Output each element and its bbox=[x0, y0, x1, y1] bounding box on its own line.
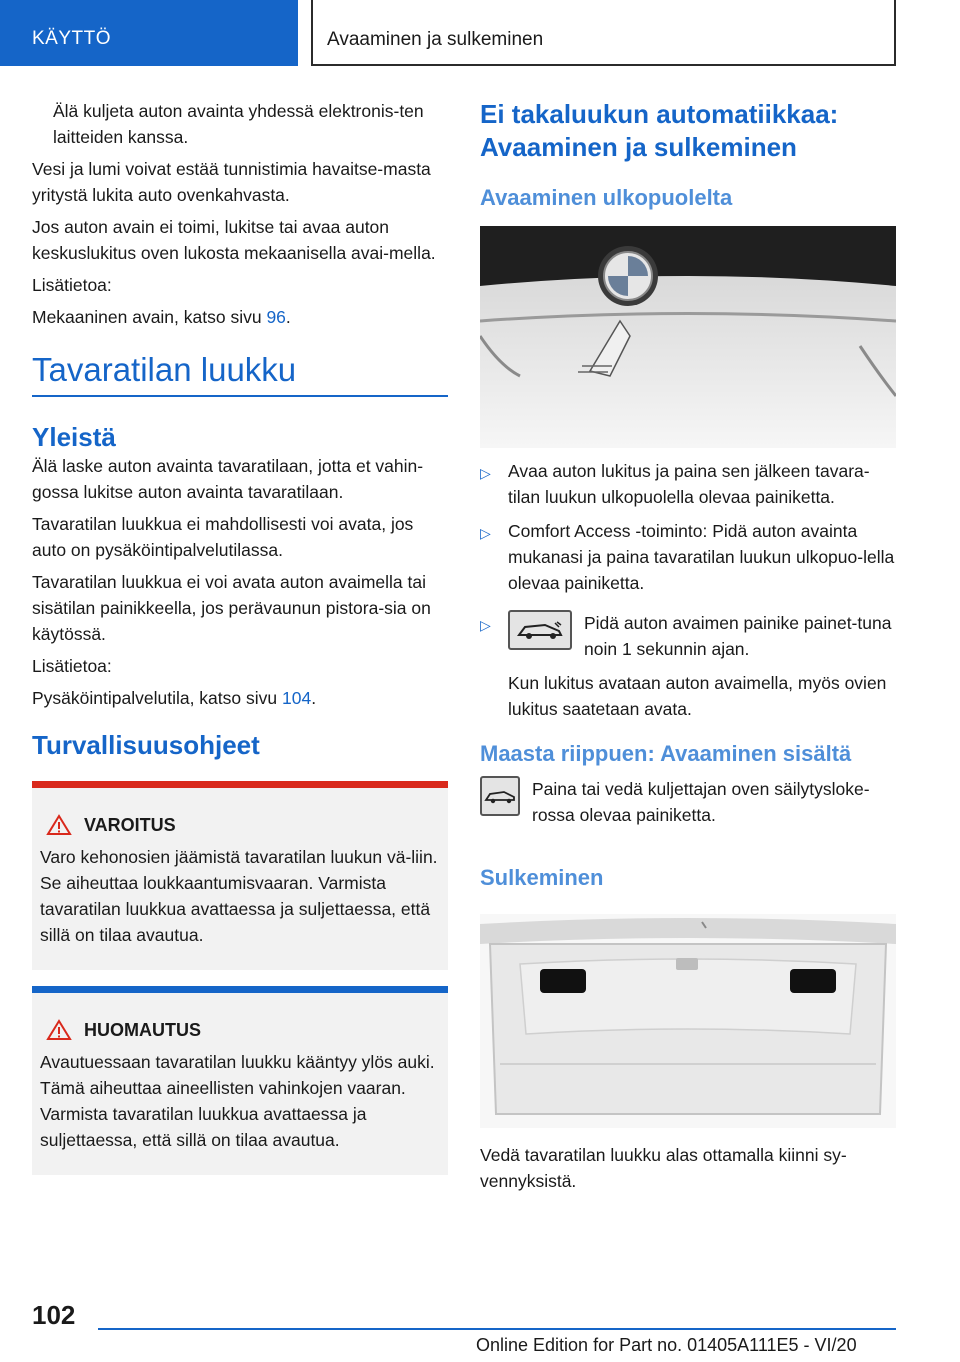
warning-title: VAROITUS bbox=[84, 815, 176, 835]
reference-end: . bbox=[285, 307, 291, 327]
list-item bbox=[480, 458, 896, 510]
page-link-96[interactable]: 96 bbox=[266, 307, 286, 327]
footer-divider bbox=[98, 1328, 896, 1330]
bullet-list bbox=[480, 458, 896, 722]
trunk-release-illustration bbox=[480, 226, 896, 448]
paragraph-trailer-socket: Tavaratilan luukkua ei voi avata auton avaimella tai sisätilan painikkeella, jos perävaunun pistora-sia on käytössä. bbox=[32, 572, 431, 644]
paragraph-valet-mode: Tavaratilan luukkua ei mahdollisesti voi avata, jos auto on pysäköintipalvelutilassa. bbox=[32, 514, 414, 560]
reference-text: Mekaaninen avain, katso sivu bbox=[32, 307, 267, 327]
closing-text: Vedä tavaratilan luukku alas ottamalla kiinni sy-vennyksistä. bbox=[480, 1145, 847, 1191]
trunk-button-photo bbox=[480, 226, 896, 448]
key-trunk-button-icon bbox=[508, 610, 572, 650]
notice-title-row bbox=[40, 1017, 438, 1043]
bullet-text-3: Pidä auton avaimen painike painet-tuna noin 1 sekunnin ajan. bbox=[584, 613, 892, 659]
right-heading: Ei takaluukun automatiikkaa: Avaaminen ja sulkeminen bbox=[480, 99, 839, 162]
page-link-104[interactable]: 104 bbox=[281, 688, 312, 708]
edition-text: Online Edition for Part no. 01405A111E5 - VI/20 bbox=[476, 1335, 857, 1355]
triangle-bullet-icon: ▷ bbox=[480, 525, 491, 541]
notice-title: HUOMAUTUS bbox=[84, 1020, 201, 1040]
reference-end-2: . bbox=[311, 688, 317, 708]
reference-mechanical-key bbox=[32, 304, 448, 330]
notice-text: Avautuessaan tavaratilan luukku kääntyy ylös auki. Tämä aiheuttaa aineellisten vahinkojen vaaran. Varmista tavaratilan luukkua avattaessa ja suljettaessa, että sillä on tilaa avautua. bbox=[40, 1052, 435, 1150]
warning-box bbox=[32, 781, 448, 970]
warning-title-row bbox=[40, 812, 438, 838]
notice-triangle-icon bbox=[46, 1019, 72, 1041]
section-tab bbox=[0, 0, 298, 66]
closing-heading: Sulkeminen bbox=[480, 865, 604, 890]
intro-indented-paragraph: Älä kuljeta auton avainta yhdessä elektronis-ten laitteiden kanssa. bbox=[53, 101, 424, 147]
general-heading: Yleistä bbox=[32, 422, 116, 452]
left-column bbox=[32, 98, 448, 1175]
warning-triangle-icon bbox=[46, 814, 72, 836]
bullet-followup: Kun lukitus avataan auton avaimella, myös ovien lukitus saatetaan avata. bbox=[508, 673, 887, 719]
reference-text-2: Pysäköintipalvelutila, katso sivu bbox=[32, 688, 282, 708]
chapter-title: Avaaminen ja sulkeminen bbox=[327, 29, 544, 50]
trunk-lid-illustration bbox=[480, 914, 896, 1128]
opening-outside-heading: Avaaminen ulkopuolelta bbox=[480, 185, 733, 210]
more-info-label: Lisätietoa: bbox=[32, 275, 112, 295]
bullet-text-2: Comfort Access -toiminto: Pidä auton avainta mukanasi ja paina tavaratilan luukun ulkopuo-lella olevaa painiketta. bbox=[508, 521, 895, 593]
inside-text: Paina tai vedä kuljettajan oven säilytysloke-rossa olevaa painiketta. bbox=[532, 779, 870, 825]
interior-trunk-button-icon bbox=[480, 776, 520, 816]
section-title: KÄYTTÖ bbox=[32, 28, 112, 49]
paragraph-do-not-leave-key: Älä laske auton avainta tavaratilaan, jotta et vahin-gossa lukitse auton avainta tavaratilaan. bbox=[32, 456, 424, 502]
inside-button-row bbox=[480, 776, 896, 828]
warning-text: Varo kehonosien jäämistä tavaratilan luukun vä-liin. Se aiheuttaa loukkaantumisvaaran. Varmista tavaratilan luukkua avattaessa ja suljettaessa, että sillä on tilaa avautua. bbox=[40, 847, 438, 945]
safety-heading: Turvallisuusohjeet bbox=[32, 730, 260, 760]
more-info-label-2: Lisätietoa: bbox=[32, 656, 112, 676]
paragraph-water-snow: Vesi ja lumi voivat estää tunnistimia havaitse-masta yritystä lukita auto ovenkahvasta. bbox=[32, 159, 431, 205]
list-item bbox=[480, 518, 896, 596]
triangle-bullet-icon: ▷ bbox=[480, 617, 491, 633]
main-heading: Tavaratilan luukku bbox=[32, 350, 448, 397]
paragraph-key-not-working: Jos auton avain ei toimi, lukitse tai avaa auton keskuslukitus oven lukosta mekaanisella avai-mella. bbox=[32, 217, 436, 263]
opening-inside-heading: Maasta riippuen: Avaaminen sisältä bbox=[480, 741, 852, 766]
chapter-tab bbox=[311, 0, 896, 66]
page-number: 102 bbox=[32, 1300, 76, 1330]
bullet-text-1: Avaa auton lukitus ja paina sen jälkeen tavara-tilan luukun ulkopuolella olevaa painiketta. bbox=[508, 461, 870, 507]
notice-box bbox=[32, 986, 448, 1175]
right-column bbox=[480, 98, 896, 1200]
triangle-bullet-icon: ▷ bbox=[480, 465, 491, 481]
reference-valet-mode bbox=[32, 685, 448, 711]
list-item bbox=[480, 610, 896, 662]
trunk-closing-photo bbox=[480, 914, 896, 1128]
